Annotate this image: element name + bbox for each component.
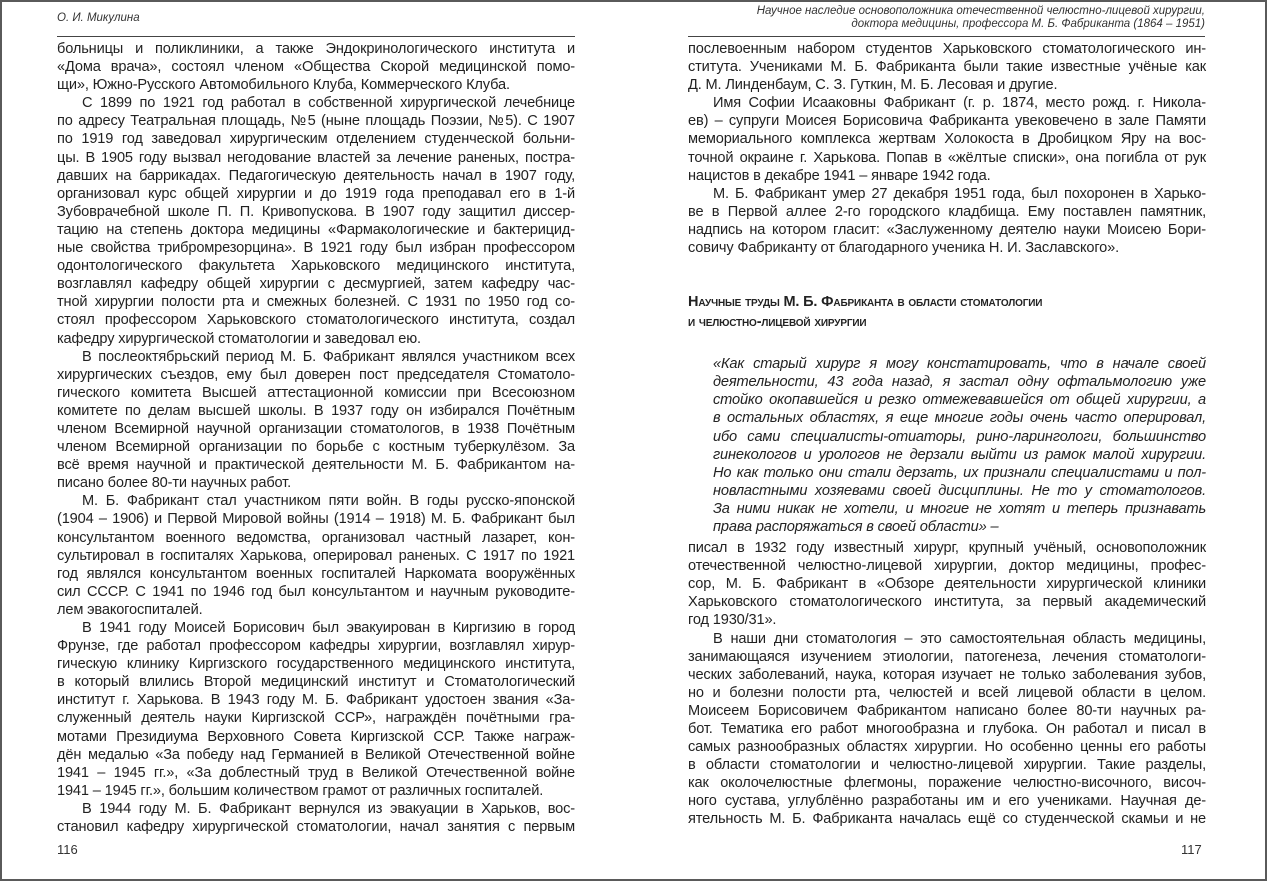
text-line: «Как старый хирург я могу констатировать, что в начале своей [713, 356, 1206, 373]
text-line: (1904 – 1906) и Первой Мировой войны (1914 – 1918) М. Б. Фабрикант был [57, 511, 575, 528]
text-line: послевоенным набором студентов Харьковского стоматологического ин- [688, 41, 1206, 57]
text-line: больницы и поликлиники, а также Эндокринологического института и [57, 41, 575, 57]
text-line: Д. М. Линденбаум, С. З. Гуткин, М. Б. Лесовая и другие. [688, 77, 1058, 94]
text-line: писано более 80-ти научных работ. [57, 475, 292, 492]
text-line: гического комитета Высшей аттестационной комиссии при Всесоюзном [57, 384, 575, 401]
text-line: права распоряжаться в своей области» – [713, 518, 999, 535]
text-line: лем эвакогоспиталей. [57, 601, 203, 618]
text-line: С 1899 по 1921 год работал в собственной хирургической лечебнице [82, 95, 575, 112]
text-line: ев) – супруги Моисея Борисовича Фабриканта увековечено в зале Памяти [688, 113, 1206, 130]
text-line: ибо сами специалисты-отиаторы, рино-ларингологи, большинство [713, 428, 1206, 445]
text-line: надпись на котором гласит: «Заслуженному деятелю науки Моисею Бори- [688, 221, 1206, 238]
text-line: 1941 – 1945 гг.», большим количеством грамот от различных госпиталей. [57, 782, 544, 799]
text-line: Имя Софии Исааковны Фабрикант (г. р. 1874, место рожд. г. Никола- [713, 95, 1206, 112]
text-line: ве в Первой аллее 2-го городского кладбища. Ему поставлен памятник, [688, 203, 1206, 220]
text-line: В 1944 году М. Б. Фабрикант вернулся из эвакуации в Харьков, вос- [82, 800, 575, 817]
paragraphs-after [688, 539, 1206, 829]
text-line: цы. В 1905 году вызвал негодование властей за лечение раненых, постра- [57, 149, 575, 166]
text-line: ятельность М. Б. Фабриканта началась ещё со студенческой скамьи и не [688, 811, 1206, 828]
text-line: новластными хозяевами своей дисциплины. Не то у стоматологов. [713, 482, 1206, 499]
right-running-head [757, 5, 1205, 31]
left-body-text [57, 40, 575, 836]
text-line: комитете по делам высшей школы. В 1937 году он избирался Почётным [57, 402, 575, 419]
text-line: одонтологического факультета Харьковского медицинского института, [57, 258, 575, 275]
text-line: Зубоврачебной школе П. П. Кривопускова. В 1907 году защитил диссер- [57, 203, 575, 220]
text-line: ческих заболеваний, наука, которая изучает не только заболевания зубов, [688, 666, 1206, 683]
paragraph [57, 94, 575, 347]
text-line: совичу Фабриканту от благодарного ученика Н. И. Заславского». [688, 240, 1120, 257]
right-page-number: 117 [1181, 842, 1202, 857]
paragraph [688, 630, 1206, 829]
text-line: хирургических съездов, ему был доверен пост председателя Стоматоло- [57, 366, 575, 383]
text-line: самых разнообразных областях хирургии. Но особенно ценны его работы [688, 739, 1206, 756]
left-header-rule [57, 36, 575, 37]
quote-text [713, 355, 1206, 536]
text-line: щи», Южно-Русского Автомобильного Клуба, Коммерческого Клуба. [57, 77, 510, 94]
text-line: Фрунзе, где работал профессором кафедры хирургии, возглавлял хирур- [57, 638, 575, 655]
text-line: всё время научной и практической деятельности М. Б. Фабрикантом на- [57, 457, 575, 474]
text-line: членом Всемирной научной организации стоматологов, в 1938 Почётным [57, 420, 575, 437]
text-line: занимающаяся изучением этиологии, патогенеза, лечения стоматологи- [688, 648, 1206, 665]
text-line: мотами Президиума Верховного Совета Киргизской ССР. Также награж- [57, 728, 575, 745]
text-line: в остальных областях, я еще многие годы очень часто оперировал, [713, 410, 1206, 427]
text-line: но и болезни полости рта, челюстей и всей лицевой области в целом. [688, 684, 1206, 701]
paragraph [57, 348, 575, 493]
section-heading-line1: Научные труды М. Б. Фабриканта в области стоматологии [688, 294, 1043, 311]
text-line: тной хирургии полости рта и смежных болезней. С 1931 по 1950 год со- [57, 294, 575, 311]
text-line: Но как только они стали дерзать, их признали специалистами и пол- [713, 464, 1206, 481]
text-line: консультантом военного ведомства, организовал частный лазарет, кон- [57, 529, 575, 546]
text-line: бот. Тематика его работ многообразна и глубока. Он работал и писал в [688, 721, 1206, 737]
text-line: 1941 – 1945 гг.», «За доблестный труд в Великой Отечественной войне [57, 764, 575, 781]
text-line: год 1930/31». [688, 612, 777, 629]
text-line: год являлся консультантом военных госпиталей Наркомата вооружённых [57, 565, 575, 582]
paragraph [57, 800, 575, 836]
text-line: В послеоктябрьский период М. Б. Фабрикант являлся участником всех [82, 348, 575, 365]
text-line: нацистов в декабре 1941 – январе 1942 года. [688, 167, 991, 184]
text-line: по 1919 год заведовал хирургическим отделением студенческой больни- [57, 131, 575, 148]
text-line: кафедру хирургической стоматологии и заведовал ею. [57, 330, 421, 347]
text-line: давших на баррикадах. Педагогическую деятельность начал в 1907 году, [57, 167, 575, 184]
text-line: институт г. Харькова. В 1943 году М. Б. Фабрикант удостоен звания «За- [57, 692, 575, 709]
section-heading-line2: и челюстно-лицевой хирургии [688, 314, 867, 331]
text-line: в который влились Второй медицинский институт и Стоматологический [57, 674, 575, 691]
text-line: дён медалью «За победу над Германией в Великой Отечественной войне [57, 746, 575, 763]
text-line: ститута. Учениками М. Б. Фабриканта были такие известные учёные как [688, 59, 1206, 76]
right-body-text [688, 40, 1206, 829]
text-line: сультировал в госпиталях Харькова, оперировал раненых. С 1917 по 1921 [57, 547, 575, 564]
text-line: «Дома врача», состоял членом «Общества Скорой медицинской помо- [57, 59, 575, 76]
block-quote [713, 355, 1206, 536]
text-line: точной окраине г. Харькова. Попав в «жёлтые списки», она погибла от рук [688, 149, 1206, 166]
text-line: по адресу Театральная площадь, №5 (ныне площадь Поэзии, №5). С 1907 [57, 113, 575, 130]
text-line: отечественной челюстно-лицевой хирургии, доктор медицины, профес- [688, 558, 1206, 575]
paragraph [57, 619, 575, 800]
text-line: сил СССР. С 1941 по 1946 год был консультантом и научным руководите- [57, 583, 575, 600]
text-line: тацию на степень доктора медицины «Фармакологические и бактерицид- [57, 221, 575, 238]
text-line: организовал курс общей хирургии и до 1919 года преподавал его в 1-й [57, 185, 575, 202]
text-line: гическую клинику Киргизского государственного медицинского института, [57, 656, 575, 673]
paragraph [57, 492, 575, 619]
text-line: в области стоматологии и челюстно-лицевой хирургии. Такие разделы, [688, 757, 1206, 774]
text-line: возглавлял кафедру общей хирургии с десмургией, затем кафедру час- [57, 276, 575, 293]
text-line: служенный деятель науки Киргизской ССР», награждён почётными гра- [57, 710, 575, 727]
text-line: В 1941 году Моисей Борисович был эвакуирован в Киргизию в город [82, 620, 575, 636]
text-line: М. Б. Фабрикант стал участником пяти войн. В годы русско-японской [82, 493, 575, 510]
text-line: стоял профессором Харьковского стоматологического института, создал [57, 312, 575, 329]
paragraph [688, 185, 1206, 257]
text-line: стойко окопавшейся и резко отмежевавшейся от общей хирургии, а [713, 392, 1206, 409]
text-line: деятельности, 43 года назад, я застал одну офтальмологию уже [713, 374, 1206, 391]
text-line: ного сустава, углублённо разработаны им и его учениками. Научная де- [688, 793, 1206, 810]
left-page-number: 116 [57, 842, 78, 857]
text-line: Моисеем Борисовичем Фабрикантом написано более 80-ти научных ра- [688, 702, 1206, 719]
text-line: ные свойства трибромрезорцина». В 1921 году был избран профессором [57, 240, 575, 257]
left-running-head: О. И. Микулина [57, 12, 140, 24]
section-heading [688, 292, 1206, 332]
text-line: В наши дни стоматология – это самостоятельная область медицины, [713, 630, 1206, 647]
text-line: писал в 1932 году известный хирург, крупный учёный, основоположник [688, 540, 1206, 557]
paragraph [57, 40, 575, 94]
paragraph [688, 539, 1206, 629]
text-line: становил кафедру хирургической стоматологии, начал занятия с первым [57, 819, 575, 836]
paragraph [688, 94, 1206, 184]
paragraphs-before [688, 40, 1206, 257]
text-line: За ними никак не хотели, и многие не хотят и теперь признавать [713, 500, 1206, 517]
text-line: как околочелюстные флегмоны, поражение челюстно-височного, височ- [688, 775, 1206, 792]
paragraph [688, 40, 1206, 94]
text-line: сор, М. Б. Фабрикант в «Обзоре деятельности хирургической клиники [688, 576, 1206, 593]
text-line: членом Всемирной организации по борьбе с костным туберкулёзом. За [57, 439, 575, 456]
text-line: М. Б. Фабрикант умер 27 декабря 1951 года, был похоронен в Харько- [713, 185, 1206, 202]
running-head-line1: Научное наследие основоположника отечественной челюстно-лицевой хирургии, [756, 5, 1205, 17]
text-line: мемориального комплекса жертвам Холокоста в Дробицком Яру на вос- [688, 131, 1206, 148]
right-header-rule [688, 36, 1205, 37]
text-line: гинекологов и урологов не дерзали выйти из рамок малой хирургии. [713, 446, 1206, 463]
running-head-line2: доктора медицины, профессора М. Б. Фабриканта (1864 – 1951) [851, 18, 1205, 30]
text-line: Харьковского стоматологического института, за первый академический [688, 594, 1206, 611]
